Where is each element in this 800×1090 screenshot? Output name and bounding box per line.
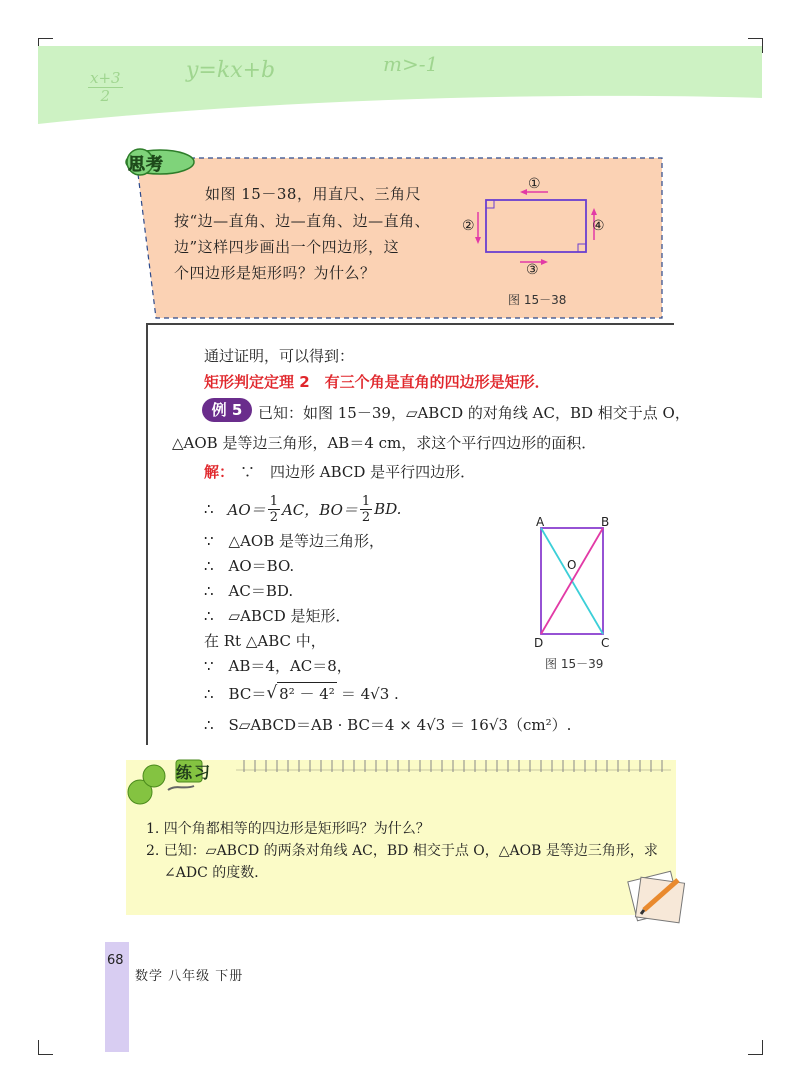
figure-15-39-label-a: A [536,515,545,529]
header-decoration-band [38,36,762,124]
step-bc-prefix: ∴ BC＝ [204,684,267,703]
think-text-line-4: 个四边形是矩形吗？为什么？ [174,264,376,282]
step-bc-radicand: 8² － 4² [277,682,337,704]
header-formula-inequality: m>-1 [383,52,439,76]
book-title: 数学 八年级 下册 [135,969,244,984]
step-bc-suffix: ＝ 4√3 . [340,684,399,703]
figure-15-38-caption: 图 15－38 [508,293,567,307]
header-formula-fraction: x+3 2 [90,69,121,105]
theorem-text: 矩形判定定理 2 有三个角是直角的四边形是矩形． [204,373,550,391]
sqrt-symbol: √ [266,683,278,703]
crop-mark-bottom-left [38,1040,53,1055]
step-line-3: ∴ AC＝BD. [204,582,294,600]
crop-mark-bottom-right [748,1040,763,1055]
figure-15-39-label-o: O [567,558,577,572]
solution-first-line: ∵ 四边形 ABCD 是平行四边形． [240,463,476,481]
figure-15-38-label-2: ② [462,218,475,234]
fraction-one-half-2: 1 2 [361,493,371,525]
example-badge: 例 5 [202,398,252,422]
step-ac-text: AC，BO＝ [281,500,358,519]
step-area: ∴ S▱ABCD＝AB · BC＝4 × 4√3 ＝ 16√3（cm²）. [204,716,572,734]
step-half-diagonals [204,492,401,526]
intro-text: 通过证明，可以得到： [204,347,355,365]
example-line-2: △AOB 是等边三角形，AB＝4 cm，求这个平行四边形的面积． [172,434,597,452]
figure-15-39-label-c: C [601,636,610,650]
figure-15-38-label-4: ④ [592,218,605,234]
therefore-symbol: ∴ [204,500,214,518]
think-text-line-2: 按“边—直角、边—直角、边—直角、 [174,212,431,230]
think-text-line-1: 如图 15－38，用直尺、三角尺 [205,185,421,203]
exercise-badge-label: 练习 [176,763,213,782]
fraction-one-half-1: 1 2 [269,493,278,525]
step-line-4: ∴ ▱ABCD 是矩形． [204,607,351,625]
figure-15-39-label-d: D [534,636,544,650]
figure-15-38-label-1: ① [528,176,541,192]
figure-15-38-label-3: ③ [526,262,539,278]
step-line-2: ∴ AO＝BO. [204,557,295,575]
example-line-1: 已知：如图 15－39，▱ABCD 的对角线 AC，BD 相交于点 O， [258,404,690,422]
header-formula-linear: y=kx+b [186,58,276,83]
notebook-pencil-icon [624,866,688,926]
exercise-item-1: 1. 四个角都相等的四边形是矩形吗？为什么？ [146,821,430,837]
exercise-item-2: 2. 已知：▱ABCD 的两条对角线 AC，BD 相交于点 O，△AOB 是等边三角形，求 [146,843,658,859]
step-bd-text: BD. [374,500,402,518]
solution-label: 解： [204,463,235,481]
figure-15-39 [528,512,618,652]
figure-15-39-caption: 图 15－39 [545,657,604,671]
think-text-line-3: 边”这样四步画出一个四边形，这 [174,238,400,256]
step-ao-text: AO＝ [227,500,266,519]
step-line-1: ∵ △AOB 是等边三角形， [204,532,385,550]
step-bc [204,682,399,704]
figure-15-39-label-b: B [601,515,610,529]
step-line-6: ∵ AB＝4，AC＝8， [204,657,352,675]
page-number: 68 [107,953,124,968]
exercise-item-2-cont: ∠ADC 的度数． [164,865,269,881]
think-badge-label: 思考 [128,155,164,175]
step-line-5: 在 Rt △ABC 中， [204,632,326,650]
